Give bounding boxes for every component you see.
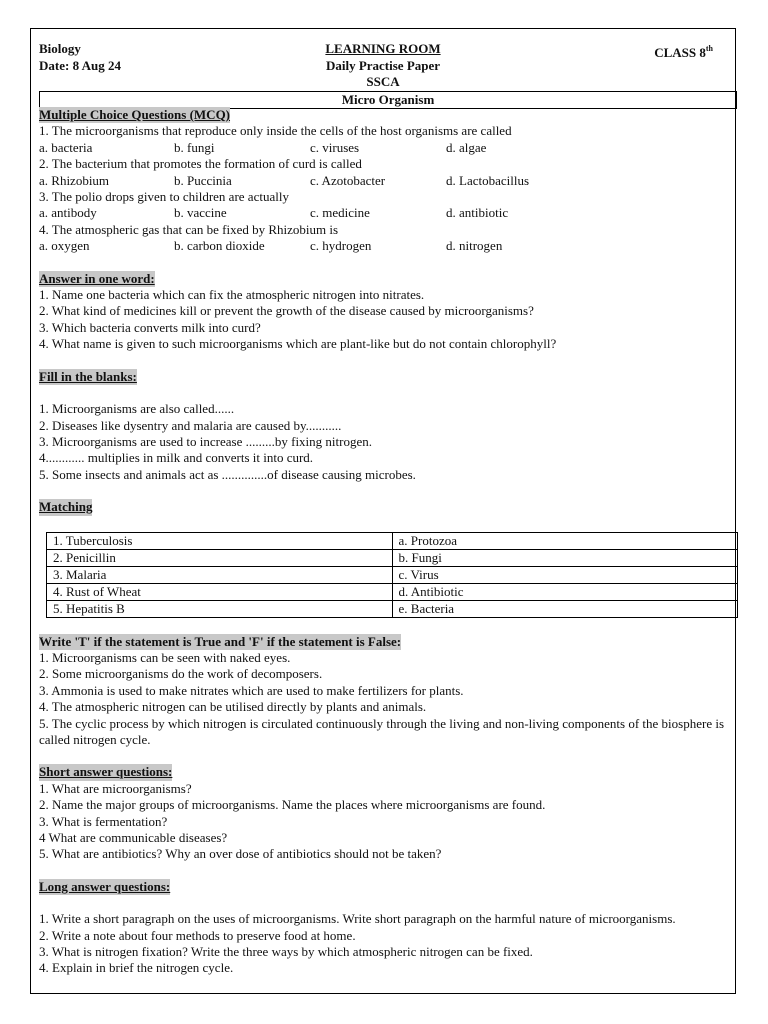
section-heading: Write 'T' if the statement is True and 'F' if the statement is False: xyxy=(39,633,402,649)
question-item: 4. Explain in brief the nitrogen cycle. xyxy=(39,960,234,976)
table-cell: d. Antibiotic xyxy=(392,583,738,600)
mcq-question xyxy=(39,156,727,189)
question-item: 4. What name is given to such microorganisms which are plant-like but do not contain chlorophyll? xyxy=(39,336,557,352)
option: c. viruses xyxy=(310,139,360,155)
matching-section xyxy=(39,499,727,617)
option: b. vaccine xyxy=(174,205,227,221)
matching-table xyxy=(46,532,738,618)
options-row xyxy=(39,205,727,221)
question-text: 1. The microorganisms that reproduce only inside the cells of the host organisms are called xyxy=(39,123,512,139)
fill-blanks-section xyxy=(39,369,727,483)
section-heading: Short answer questions: xyxy=(39,764,173,780)
section-heading: Matching xyxy=(39,499,93,515)
question-item: 3. Microorganisms are used to increase .........by fixing nitrogen. xyxy=(39,433,372,449)
date-label: Date: 8 Aug 24 xyxy=(39,57,121,73)
section-heading: Answer in one word: xyxy=(39,270,155,286)
option: d. Lactobacillus xyxy=(446,172,530,188)
option: a. bacteria xyxy=(39,139,93,155)
question-item: 1. Microorganisms are also called...... xyxy=(39,401,235,417)
option: b. Puccinia xyxy=(174,172,232,188)
question-item: 2. Write a note about four methods to preserve food at home. xyxy=(39,927,356,943)
option: a. oxygen xyxy=(39,238,90,254)
table-row xyxy=(47,600,738,617)
question-item: 5. Some insects and animals act as ..............of disease causing microbes. xyxy=(39,466,416,482)
option: b. carbon dioxide xyxy=(174,238,265,254)
institute-name: LEARNING ROOM xyxy=(325,41,441,56)
table-cell: 4. Rust of Wheat xyxy=(47,583,393,600)
mcq-question xyxy=(39,222,727,255)
options-row xyxy=(39,140,727,156)
table-cell: b. Fungi xyxy=(392,549,738,566)
paper-title: Daily Practise Paper xyxy=(325,57,441,73)
school-name: SSCA xyxy=(366,74,400,89)
topic-title: Micro Organism xyxy=(39,91,737,109)
question-text: 3. The polio drops given to children are actually xyxy=(39,189,289,205)
options-row xyxy=(39,173,727,189)
subject-label: Biology xyxy=(39,41,81,56)
option: c. hydrogen xyxy=(310,238,372,254)
class-label xyxy=(654,41,713,62)
question-item: 1. What are microorganisms? xyxy=(39,780,192,796)
table-row xyxy=(47,549,738,566)
one-word-section xyxy=(39,271,727,353)
table-cell: a. Protozoa xyxy=(392,532,738,549)
question-text: 4. The atmospheric gas that can be fixed by Rhizobium is xyxy=(39,221,339,237)
question-item: 4............ multiplies in milk and converts it into curd. xyxy=(39,450,314,466)
worksheet-page xyxy=(30,28,736,994)
option: c. medicine xyxy=(310,205,370,221)
table-cell: 2. Penicillin xyxy=(47,549,393,566)
question-item: 2. Name the major groups of microorganisms. Name the places where microorganisms are found. xyxy=(39,797,546,813)
question-item: 3. What is nitrogen fixation? Write the three ways by which atmospheric nitrogen can be fixed. xyxy=(39,944,533,960)
header-center xyxy=(39,41,727,91)
table-row xyxy=(47,532,738,549)
option: c. Azotobacter xyxy=(310,172,386,188)
table-cell: 5. Hepatitis B xyxy=(47,600,393,617)
option: d. nitrogen xyxy=(446,238,503,254)
section-heading: Long answer questions: xyxy=(39,878,171,894)
option: d. antibiotic xyxy=(446,205,509,221)
options-row xyxy=(39,238,727,254)
table-cell: e. Bacteria xyxy=(392,600,738,617)
option: b. fungi xyxy=(174,139,215,155)
option: a. antibody xyxy=(39,205,97,221)
question-text: 2. The bacterium that promotes the formation of curd is called xyxy=(39,156,362,172)
section-heading: Multiple Choice Questions (MCQ) xyxy=(39,107,231,122)
table-cell: 3. Malaria xyxy=(47,566,393,583)
question-item: 4. The atmospheric nitrogen can be utilised directly by plants and animals. xyxy=(39,699,427,715)
question-item: 1. Microorganisms can be seen with naked eyes. xyxy=(39,649,291,665)
true-false-section xyxy=(39,634,727,749)
question-item: 3. What is fermentation? xyxy=(39,813,168,829)
mcq-section xyxy=(39,107,727,255)
option: d. algae xyxy=(446,139,487,155)
table-row xyxy=(47,566,738,583)
question-item: 4 What are communicable diseases? xyxy=(39,830,228,845)
option: a. Rhizobium xyxy=(39,172,110,188)
question-item: 1. Name one bacteria which can fix the atmospheric nitrogen into nitrates. xyxy=(39,287,425,303)
question-item: 2. Diseases like dysentry and malaria are caused by........... xyxy=(39,417,342,433)
question-item: 2. What kind of medicines kill or prevent the growth of the disease caused by microorganisms? xyxy=(39,303,534,319)
section-heading: Fill in the blanks: xyxy=(39,368,137,384)
mcq-question xyxy=(39,123,727,156)
worksheet-header xyxy=(39,41,727,91)
class-text: CLASS 8 xyxy=(654,45,706,60)
question-item: 1. Write a short paragraph on the uses of microorganisms. Write short paragraph on the harmful nature of microorganisms. xyxy=(39,911,676,927)
question-item: 2. Some microorganisms do the work of decomposers. xyxy=(39,666,323,682)
question-item: 5. What are antibiotics? Why an over dose of antibiotics should not be taken? xyxy=(39,846,442,862)
table-row xyxy=(47,583,738,600)
table-cell: c. Virus xyxy=(392,566,738,583)
long-answer-section xyxy=(39,879,727,977)
question-item: 3. Ammonia is used to make nitrates which are used to make fertilizers for plants. xyxy=(39,682,464,698)
question-item: 5. The cyclic process by which nitrogen is circulated continuously through the living and non-living components of the biosphere is called nitrogen cycle. xyxy=(39,715,725,747)
table-cell: 1. Tuberculosis xyxy=(47,532,393,549)
mcq-question xyxy=(39,189,727,222)
class-superscript: th xyxy=(705,44,713,53)
question-item: 3. Which bacteria converts milk into curd? xyxy=(39,319,261,335)
worksheet-body xyxy=(39,107,727,977)
short-answer-section xyxy=(39,764,727,862)
